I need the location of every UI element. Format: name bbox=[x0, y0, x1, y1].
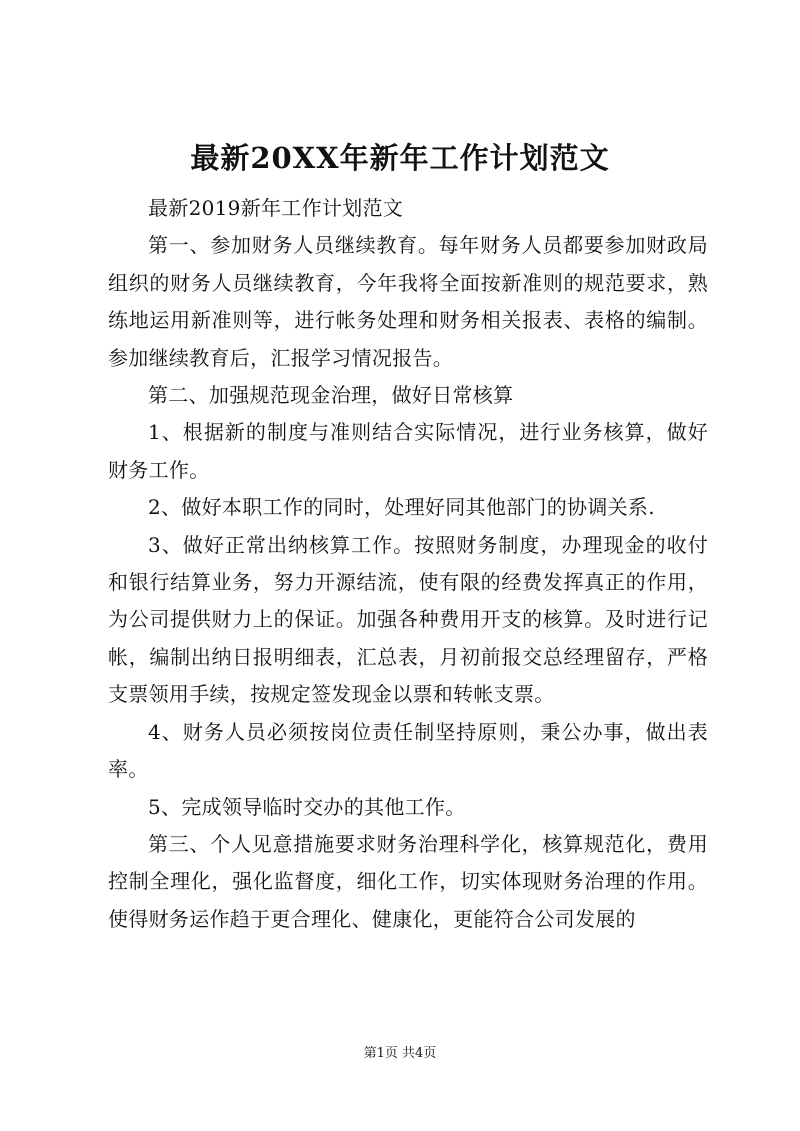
paragraph-item-4: 4、财务人员必须按岗位责任制坚持原则，秉公办事，做出表率。 bbox=[108, 719, 708, 782]
paragraph-section-2-heading: 第二、加强规范现金治理，做好日常核算 bbox=[148, 383, 514, 408]
paragraph-item-1: 1、根据新的制度与准则结合实际情况，进行业务核算，做好财务工作。 bbox=[108, 420, 708, 482]
paragraph-subtitle: 最新2019新年工作计划范文 bbox=[148, 196, 404, 220]
paragraph-item-3: 3、做好正常出纳核算工作。按照财务制度，办理现金的收付和银行结算业务，努力开源结流，使有限的经费发挥真正的作用，为公司提供财力上的保证。加强各种费用开支的核算。及时进行记帐，编制出纳日报明细表，汇总表，月初前报交总经理留存，严格支票领用手续，按规定签发现金以票和转帐支票。 bbox=[108, 532, 708, 707]
document-body bbox=[108, 190, 708, 938]
paragraph-section-3: 第三、个人见意措施要求财务治理科学化，核算规范化，费用控制全理化，强化监督度，细化工作，切实体现财务治理的作用。使得财务运作趋于更合理化、健康化，更能符合公司发展的 bbox=[108, 831, 708, 931]
paragraph-section-1: 第一、参加财务人员继续教育。每年财务人员都要参加财政局组织的财务人员继续教育，今年我将全面按新准则的规范要求，熟练地运用新准则等，进行帐务处理和财务相关报表、表格的编制。参加继续教育后，汇报学习情况报告。 bbox=[108, 233, 708, 370]
paragraph-item-5: 5、完成领导临时交办的其他工作。 bbox=[148, 794, 466, 819]
paragraph-item-2: 2、做好本职工作的同时，处理好同其他部门的协调关系. bbox=[148, 495, 655, 520]
document-title: 最新20XX年新年工作计划范文 bbox=[190, 141, 610, 175]
page-footer: 第1页 共4页 bbox=[363, 1046, 437, 1061]
